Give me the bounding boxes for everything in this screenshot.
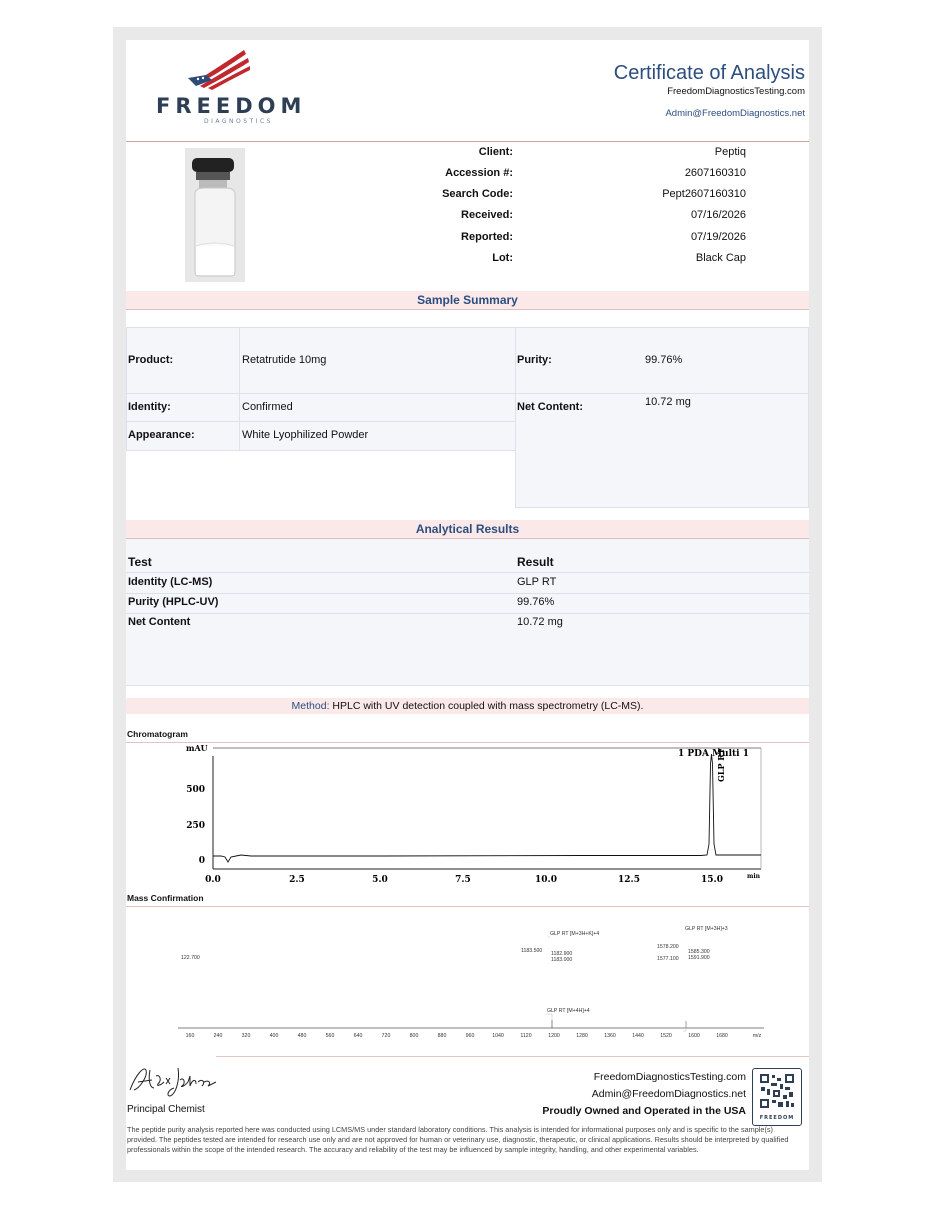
x-tick-label: 10.0 [535, 875, 557, 885]
chromatogram-x-unit: min [747, 873, 760, 880]
result-column-header: Result [517, 555, 554, 569]
mass-peak-label: 1591.900 [688, 955, 710, 961]
certificate-page [126, 40, 809, 1170]
mass-peak-label: 1577.100 [657, 956, 679, 962]
client-label: Client: [478, 146, 513, 158]
method-label: Method: [291, 700, 330, 712]
mz-tick-label: 880 [437, 1033, 447, 1039]
analytical-results-title: Analytical Results [415, 522, 520, 536]
mz-tick-label: 240 [213, 1033, 223, 1039]
mass-annotation: GLP RT [M+4H]+4 [547, 1008, 590, 1014]
signature-image [126, 1060, 218, 1100]
mass-peak-label: 1585.300 [688, 949, 710, 955]
mz-tick-label: 1440 [632, 1033, 644, 1039]
vial-image [185, 148, 245, 282]
accession-label: Accession #: [445, 167, 513, 179]
document-title: Certificate of Analysis [613, 62, 805, 84]
purity-value: 99.76% [645, 354, 683, 366]
identity-value: Confirmed [242, 401, 293, 413]
received-label: Received: [461, 209, 513, 221]
method-text: HPLC with UV detection coupled with mass spectrometry (LC-MS). [332, 700, 644, 712]
mass-annotation: GLP RT [M+3H]+3 [685, 926, 728, 932]
header-divider [126, 141, 809, 142]
x-tick-label: 2.5 [289, 875, 305, 885]
x-tick-label: 15.0 [701, 875, 723, 885]
x-tick-label: 5.0 [372, 875, 388, 885]
product-label: Product: [128, 354, 174, 366]
mz-tick-label: 1600 [688, 1033, 700, 1039]
mass-annotation: GLP RT [M+3H+K]+4 [550, 931, 600, 937]
table-row-test: Identity (LC-MS) [128, 576, 213, 588]
mz-tick-label: 160 [185, 1033, 195, 1039]
mass-peak-label: 1182.900 [551, 951, 573, 957]
signer-role: Principal Chemist [127, 1104, 205, 1115]
mass-peak-label: 1183.500 [521, 948, 543, 954]
chromatogram-peak-label: GLP RT [716, 748, 726, 782]
lot-label: Lot: [492, 252, 513, 264]
chromatogram-chart [181, 744, 771, 890]
disclaimer-text: The peptide purity analysis reported here was conducted using LCMS/MS under standard laboratory conditions. This analysis is intended for informational purposes only and is specific to the sample(s) provided. The peptides tested are intended for research use only and are not approved for human or veterinary use, diagnostic, therapeutic, or clinical applications. Results should be interpreted by qualified professionals within the scope of the intended research. The accuracy and reliability of the test may be influenced by sample integrity, handling, and other experimental variables. [127, 1125, 789, 1154]
table-row-result: 10.72 mg [517, 616, 563, 628]
table-row-test: Net Content [128, 616, 191, 628]
mz-tick-label: 1680 [716, 1033, 728, 1039]
header-email[interactable]: Admin@FreedomDiagnostics.net [665, 108, 805, 119]
mz-tick-label: 480 [297, 1033, 307, 1039]
qr-code-icon[interactable] [752, 1068, 802, 1126]
x-tick-label: 7.5 [455, 875, 471, 885]
appearance-value: White Lyophilized Powder [242, 429, 369, 441]
method-band [126, 698, 809, 714]
y-tick-label: 500 [186, 785, 205, 795]
chromatogram-label: Chromatogram [127, 729, 188, 739]
logo-subtitle: DIAGNOSTICS [204, 118, 273, 125]
mz-tick-label: 1360 [604, 1033, 616, 1039]
qr-label: FREEDOM [759, 1115, 795, 1121]
mz-tick-label: 1040 [492, 1033, 504, 1039]
table-row-test: Purity (HPLC-UV) [128, 596, 219, 608]
table-row-result: 99.76% [517, 596, 555, 608]
purity-label: Purity: [517, 354, 552, 366]
chromatogram-y-unit: mAU [186, 744, 208, 753]
y-tick-label: 250 [186, 821, 205, 831]
reported-value: 07/19/2026 [690, 231, 746, 243]
accession-value: 2607160310 [684, 167, 746, 179]
test-column-header: Test [128, 555, 152, 569]
client-value: Peptiq [714, 146, 746, 158]
mz-tick-label: 320 [241, 1033, 251, 1039]
search-code-value: Pept2607160310 [662, 188, 746, 200]
product-value: Retatrutide 10mg [242, 354, 327, 366]
table-row-result: GLP RT [517, 576, 557, 588]
received-value: 07/16/2026 [690, 209, 746, 221]
analytical-results-band [126, 520, 809, 539]
search-code-label: Search Code: [442, 188, 513, 200]
flag-logo-icon [186, 48, 256, 90]
mz-unit: m/z [752, 1033, 762, 1039]
footer-email[interactable]: Admin@FreedomDiagnostics.net [591, 1088, 746, 1100]
mz-tick-label: 960 [465, 1033, 475, 1039]
y-tick-label: 0 [198, 856, 205, 866]
sample-summary-title: Sample Summary [417, 293, 518, 307]
chromatogram-trace [213, 754, 761, 862]
net-content-value: 10.72 mg [645, 396, 691, 408]
x-tick-label: 0.0 [205, 875, 221, 885]
identity-label: Identity: [128, 401, 171, 413]
mz-tick-label: 1200 [548, 1033, 560, 1039]
header-website[interactable]: FreedomDiagnosticsTesting.com [667, 86, 805, 97]
footer-website[interactable]: FreedomDiagnosticsTesting.com [593, 1071, 746, 1083]
mass-spectrum-chart [178, 908, 768, 1050]
mass-confirmation-label: Mass Confirmation [127, 893, 204, 903]
mz-tick-label: 1120 [520, 1033, 532, 1039]
footer-tagline: Proudly Owned and Operated in the USA [542, 1105, 746, 1117]
mz-tick-label: 800 [409, 1033, 419, 1039]
mz-tick-label: 720 [381, 1033, 391, 1039]
mz-tick-label: 640 [353, 1033, 363, 1039]
sample-summary-band [126, 291, 809, 310]
net-content-label: Net Content: [517, 401, 583, 413]
mz-tick-label: 400 [269, 1033, 279, 1039]
mz-tick-label: 1280 [576, 1033, 588, 1039]
appearance-label: Appearance: [128, 429, 195, 441]
logo-wordmark: FREEDOM [156, 94, 307, 118]
mass-peak-label: 1183.000 [551, 957, 573, 963]
x-tick-label: 12.5 [618, 875, 640, 885]
mz-tick-label: 560 [325, 1033, 335, 1039]
mass-peak-label: 1578.200 [657, 944, 679, 950]
mass-peak-label: 122.700 [181, 955, 200, 961]
mz-tick-label: 1520 [660, 1033, 672, 1039]
chromatogram-legend: 1 PDA Multi 1 [678, 749, 749, 759]
reported-label: Reported: [461, 231, 513, 243]
lot-value: Black Cap [695, 252, 746, 264]
